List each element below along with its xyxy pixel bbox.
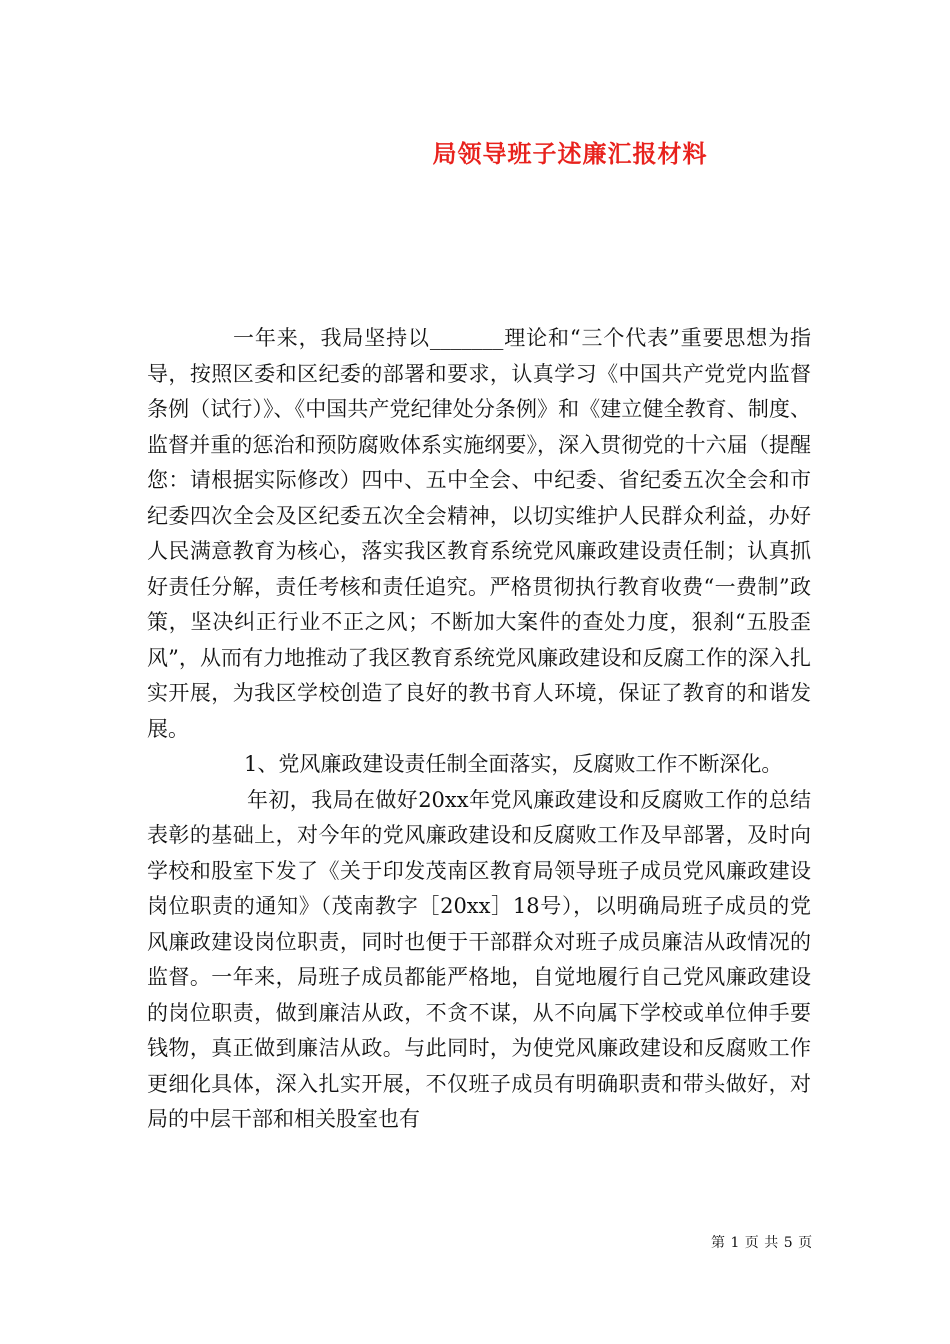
paragraph-intro: 一年来，我局坚持以_______理论和“三个代表”重要思想为指导，按照区委和区纪委的部署和要求，认真学习《中国共产党党内监督条例（试行）》、《中国共产党纪律处分条例》和《建立健全教育、制度、监督并重的惩治和预防腐败体系实施纲要》，深入贯彻党的十六届（提醒您：请根据实际修改）四中、五中全会、中纪委、省纪委五次全会和市纪委四次全会及区纪委五次全会精神，以切实维护人民群众利益，办好人民满意教育为核心，落实我区教育系统党风廉政建设责任制；认真抓好责任分解，责任考核和责任追究。严格贯彻执行教育收费“一费制”政策，坚决纠正行业不正之风；不断加大案件的查处力度，狠刹“五股歪风”，从而有力地推动了我区教育系统党风廉政建设和反腐工作的深入扎实开展，为我区学校创造了良好的教书育人环境，保证了教育的和谐发展。 xyxy=(147,326,811,741)
paragraph-section-heading: 1、党风廉政建设责任制全面落实，反腐败工作不断深化。 xyxy=(244,752,783,776)
document-title: 局领导班子述廉汇报材料 xyxy=(432,139,708,168)
paragraph-section-body: 年初，我局在做好20xx年党风廉政建设和反腐败工作的总结表彰的基础上，对今年的党风廉政建设和反腐败工作及早部署，及时向学校和股室下发了《关于印发茂南区教育局领导班子成员党风廉政建设岗位职责的通知》（茂南教字［20xx］18号），以明确局班子成员的党风廉政建设岗位职责，同时也便于干部群众对班子成员廉洁从政情况的监督。一年来，局班子成员都能严格地，自觉地履行自己党风廉政建设的岗位职责，做到廉洁从政，不贪不谋，从不向属下学校或单位伸手要钱物，真正做到廉洁从政。与此同时，为使党风廉政建设和反腐败工作更细化具体，深入扎实开展，不仅班子成员有明确职责和带头做好，对局的中层干部和相关股室也有 xyxy=(147,787,811,1131)
document-body xyxy=(147,321,811,1138)
page-number-footer: 第 1 页 共 5 页 xyxy=(711,1235,813,1251)
